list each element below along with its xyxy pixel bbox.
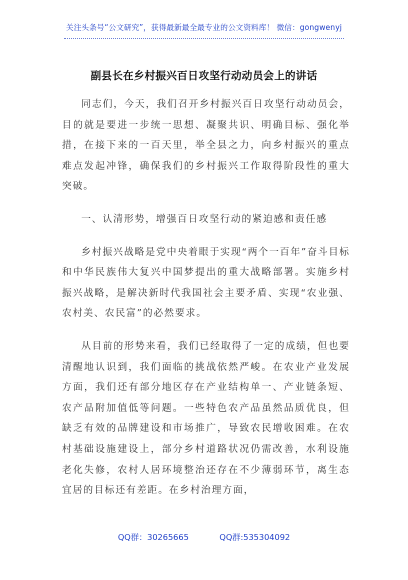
footer-qq-group-2: QQ群:535304092: [219, 532, 291, 542]
paragraph-opening: 同志们，今天，我们召开乡村振兴百日攻坚行动动员会，目的就是要进一步统一思想、凝聚共识、明确目标、强化举措，在接下来的一百天里，举全县之力，向乡村振兴的重点难点发起冲锋，确保我们的乡村振兴工作取得阶段性的重大突破。: [62, 99, 350, 193]
paragraph-strategy: 乡村振兴战略是党中央着眼于实现“两个一百年”奋斗目标和中华民族伟大复兴中国梦提出的重大战略部署。实施乡村振兴战略，是解决新时代我国社会主要矛盾、实现“农业强、农村美、农民富”的必然要求。: [62, 246, 350, 320]
paragraph-situation: 从目前的形势来看，我们已经取得了一定的成绩，但也要清醒地认识到，我们面临的挑战依然严峻。在农业产业发展方面，我们还有部分地区存在产业结构单一、产业链条短、农产品附加值低等问题。一些特色农产品虽然品质优良，但缺乏有效的品牌建设和市场推广，导致农民增收困难。在农村基础设施建设上，部分乡村道路状况仍需改善，水利设施老化失修，农村人居环境整治还存在不少薄弱环节，离生态宜居的目标还有差距。在乡村治理方面，: [62, 340, 350, 497]
header-divider: [64, 38, 344, 39]
document-title: 副县长在乡村振兴百日攻坚行动动员会上的讲话: [90, 70, 318, 82]
footer-qq-group-1: QQ群：30265665: [117, 532, 189, 542]
section-heading-1: 一、认清形势，增强百日攻坚行动的紧迫感和责任感: [81, 213, 328, 225]
document-body: [62, 95, 350, 514]
header-banner: 关注头条号“公文研究”，获得最新最全最专业的公文资料库！ 微信：gongwenyj: [66, 23, 342, 32]
footer: [0, 532, 408, 543]
